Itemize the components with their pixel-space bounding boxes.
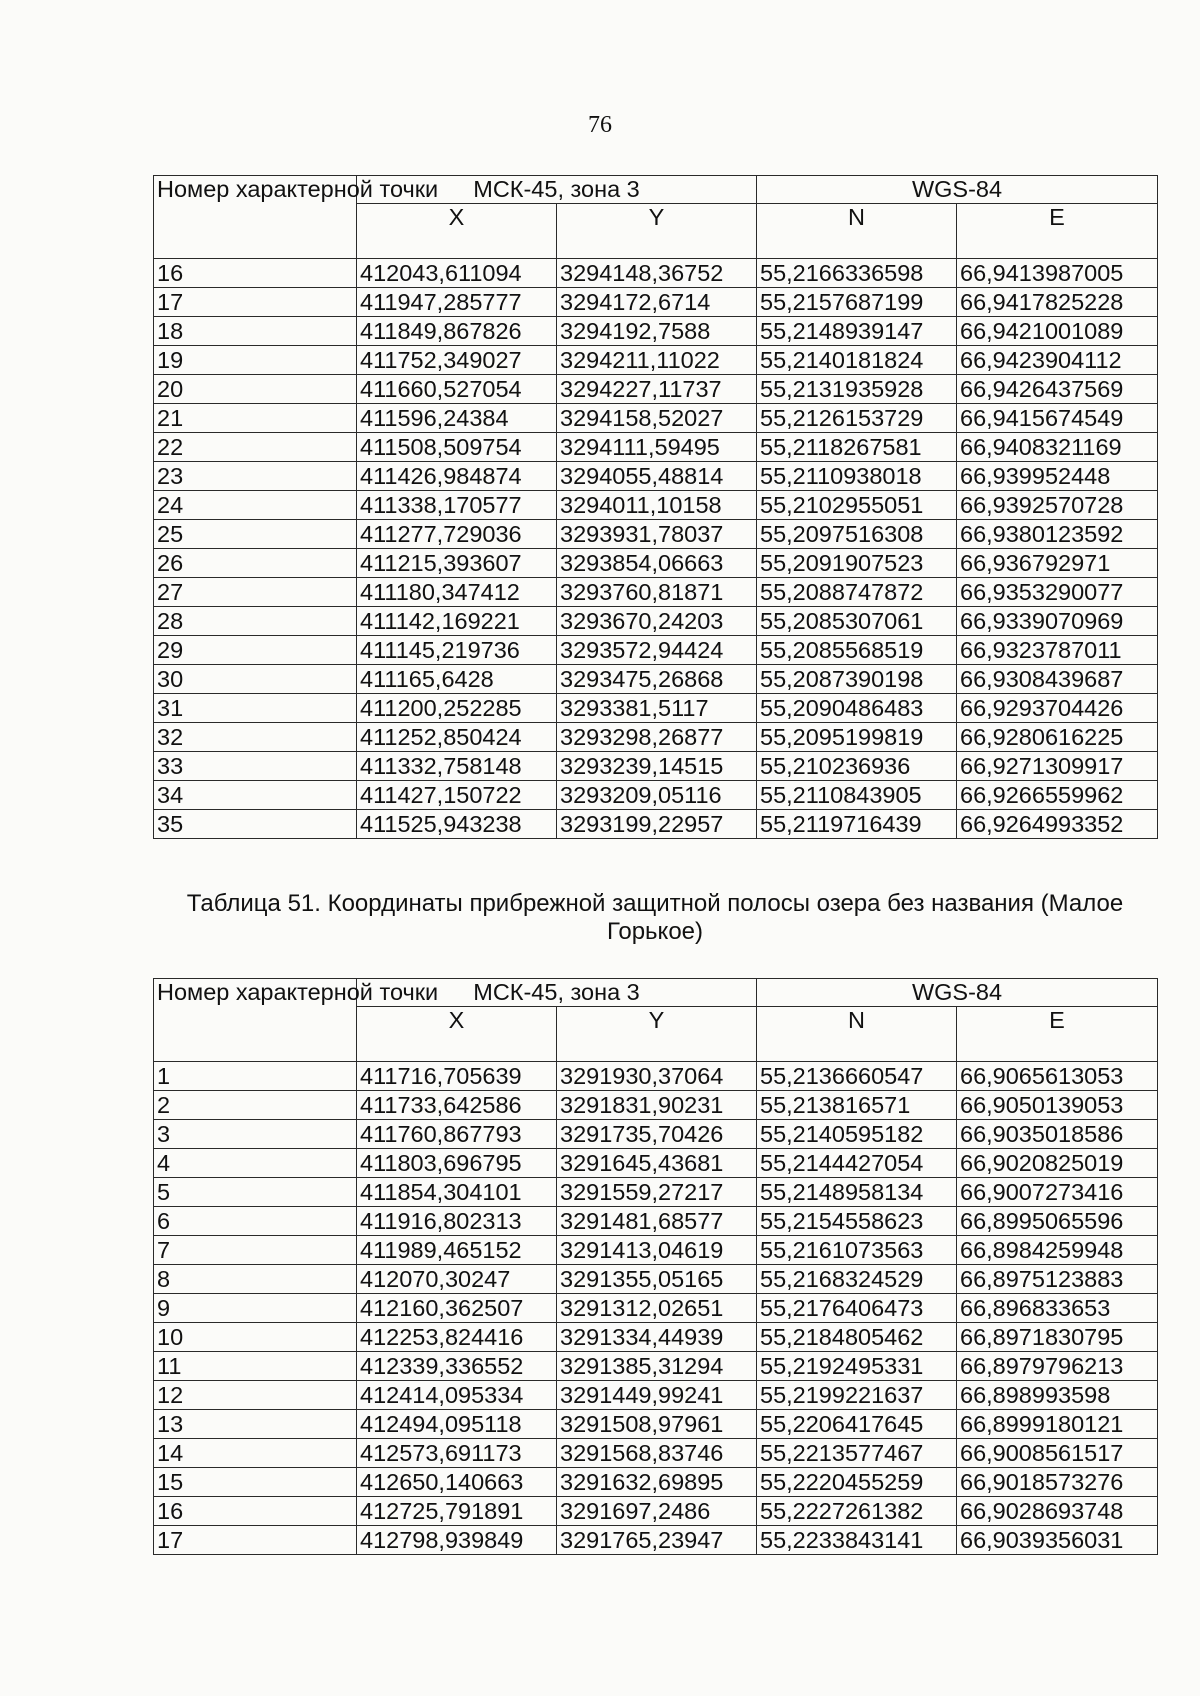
table-row	[154, 491, 1158, 520]
header-point-number: Номер характерной точки	[154, 979, 357, 1062]
y-cell: 3291645,43681	[557, 1149, 757, 1178]
y-cell: 3291765,23947	[557, 1526, 757, 1555]
e-cell: 66,9020825019	[957, 1149, 1158, 1178]
point-number-cell: 34	[154, 781, 357, 810]
point-number-cell: 18	[154, 317, 357, 346]
point-number-cell: 8	[154, 1265, 357, 1294]
e-cell: 66,9408321169	[957, 433, 1158, 462]
x-cell: 411916,802313	[357, 1207, 557, 1236]
y-cell: 3293209,05116	[557, 781, 757, 810]
y-cell: 3291930,37064	[557, 1062, 757, 1091]
e-cell: 66,9421001089	[957, 317, 1158, 346]
e-cell: 66,9018573276	[957, 1468, 1158, 1497]
point-number-cell: 9	[154, 1294, 357, 1323]
coordinates-table-51	[153, 978, 1158, 1555]
y-cell: 3291312,02651	[557, 1294, 757, 1323]
x-cell: 412650,140663	[357, 1468, 557, 1497]
e-cell: 66,898993598	[957, 1381, 1158, 1410]
x-cell: 411849,867826	[357, 317, 557, 346]
y-cell: 3294211,11022	[557, 346, 757, 375]
point-number-cell: 2	[154, 1091, 357, 1120]
table-row	[154, 317, 1158, 346]
x-cell: 412043,611094	[357, 259, 557, 288]
n-cell: 55,2126153729	[757, 404, 957, 433]
e-cell: 66,9323787011	[957, 636, 1158, 665]
e-cell: 66,9308439687	[957, 665, 1158, 694]
y-cell: 3293931,78037	[557, 520, 757, 549]
x-cell: 412725,791891	[357, 1497, 557, 1526]
n-cell: 55,2087390198	[757, 665, 957, 694]
e-cell: 66,9417825228	[957, 288, 1158, 317]
x-cell: 412798,939849	[357, 1526, 557, 1555]
table-row	[154, 1439, 1158, 1468]
point-number-cell: 33	[154, 752, 357, 781]
x-cell: 411947,285777	[357, 288, 557, 317]
y-cell: 3293381,5117	[557, 694, 757, 723]
x-cell: 412070,30247	[357, 1265, 557, 1294]
table-row	[154, 520, 1158, 549]
n-cell: 55,2140595182	[757, 1120, 957, 1149]
e-cell: 66,9050139053	[957, 1091, 1158, 1120]
header-y: Y	[557, 1007, 757, 1062]
y-cell: 3291559,27217	[557, 1178, 757, 1207]
e-cell: 66,9339070969	[957, 607, 1158, 636]
header-msk45-zone3: МСК-45, зона 3	[357, 176, 757, 204]
n-cell: 55,2166336598	[757, 259, 957, 288]
e-cell: 66,939952448	[957, 462, 1158, 491]
table-caption: Таблица 51. Координаты прибрежной защитной полосы озера без названия (Малое Горькое)	[186, 890, 1124, 945]
table-row	[154, 1468, 1158, 1497]
n-cell: 55,2161073563	[757, 1236, 957, 1265]
x-cell: 411200,252285	[357, 694, 557, 723]
n-cell: 55,2213577467	[757, 1439, 957, 1468]
table-row	[154, 752, 1158, 781]
e-cell: 66,9271309917	[957, 752, 1158, 781]
x-cell: 411180,347412	[357, 578, 557, 607]
table-row	[154, 1149, 1158, 1178]
y-cell: 3293572,94424	[557, 636, 757, 665]
point-number-cell: 26	[154, 549, 357, 578]
e-cell: 66,8979796213	[957, 1352, 1158, 1381]
y-cell: 3294192,7588	[557, 317, 757, 346]
x-cell: 412253,824416	[357, 1323, 557, 1352]
x-cell: 411803,696795	[357, 1149, 557, 1178]
header-x: X	[357, 1007, 557, 1062]
point-number-cell: 21	[154, 404, 357, 433]
header-e: E	[957, 1007, 1158, 1062]
x-cell: 411332,758148	[357, 752, 557, 781]
y-cell: 3293854,06663	[557, 549, 757, 578]
point-number-cell: 16	[154, 1497, 357, 1526]
e-cell: 66,9392570728	[957, 491, 1158, 520]
y-cell: 3291831,90231	[557, 1091, 757, 1120]
n-cell: 55,2140181824	[757, 346, 957, 375]
x-cell: 411338,170577	[357, 491, 557, 520]
point-number-cell: 28	[154, 607, 357, 636]
header-wgs84: WGS-84	[757, 979, 1158, 1007]
e-cell: 66,8975123883	[957, 1265, 1158, 1294]
x-cell: 411252,850424	[357, 723, 557, 752]
e-cell: 66,8995065596	[957, 1207, 1158, 1236]
n-cell: 55,2184805462	[757, 1323, 957, 1352]
table-row	[154, 1352, 1158, 1381]
e-cell: 66,9280616225	[957, 723, 1158, 752]
table-row	[154, 1265, 1158, 1294]
point-number-cell: 13	[154, 1410, 357, 1439]
x-cell: 411426,984874	[357, 462, 557, 491]
n-cell: 55,2091907523	[757, 549, 957, 578]
n-cell: 55,2136660547	[757, 1062, 957, 1091]
point-number-cell: 30	[154, 665, 357, 694]
e-cell: 66,9266559962	[957, 781, 1158, 810]
header-n: N	[757, 1007, 957, 1062]
table-row	[154, 1207, 1158, 1236]
n-cell: 55,2148939147	[757, 317, 957, 346]
y-cell: 3291481,68577	[557, 1207, 757, 1236]
e-cell: 66,9423904112	[957, 346, 1158, 375]
point-number-cell: 22	[154, 433, 357, 462]
header-y: Y	[557, 204, 757, 259]
e-cell: 66,8984259948	[957, 1236, 1158, 1265]
point-number-cell: 3	[154, 1120, 357, 1149]
e-cell: 66,9413987005	[957, 259, 1158, 288]
header-e: E	[957, 204, 1158, 259]
y-cell: 3294227,11737	[557, 375, 757, 404]
x-cell: 411854,304101	[357, 1178, 557, 1207]
point-number-cell: 11	[154, 1352, 357, 1381]
y-cell: 3294158,52027	[557, 404, 757, 433]
y-cell: 3294111,59495	[557, 433, 757, 462]
n-cell: 55,2095199819	[757, 723, 957, 752]
e-cell: 66,9293704426	[957, 694, 1158, 723]
n-cell: 55,2154558623	[757, 1207, 957, 1236]
x-cell: 412494,095118	[357, 1410, 557, 1439]
y-cell: 3291449,99241	[557, 1381, 757, 1410]
point-number-cell: 19	[154, 346, 357, 375]
y-cell: 3291697,2486	[557, 1497, 757, 1526]
x-cell: 411165,6428	[357, 665, 557, 694]
e-cell: 66,9007273416	[957, 1178, 1158, 1207]
y-cell: 3291355,05165	[557, 1265, 757, 1294]
n-cell: 55,2144427054	[757, 1149, 957, 1178]
x-cell: 411508,509754	[357, 433, 557, 462]
n-cell: 55,2157687199	[757, 288, 957, 317]
y-cell: 3291508,97961	[557, 1410, 757, 1439]
table-row	[154, 1323, 1158, 1352]
n-cell: 55,2220455259	[757, 1468, 957, 1497]
table-row	[154, 607, 1158, 636]
point-number-cell: 5	[154, 1178, 357, 1207]
point-number-cell: 4	[154, 1149, 357, 1178]
point-number-cell: 23	[154, 462, 357, 491]
x-cell: 411733,642586	[357, 1091, 557, 1120]
table-row	[154, 433, 1158, 462]
n-cell: 55,2176406473	[757, 1294, 957, 1323]
e-cell: 66,9264993352	[957, 810, 1158, 839]
table-row	[154, 810, 1158, 839]
x-cell: 411277,729036	[357, 520, 557, 549]
point-number-cell: 16	[154, 259, 357, 288]
table-row	[154, 723, 1158, 752]
table-row	[154, 404, 1158, 433]
y-cell: 3291413,04619	[557, 1236, 757, 1265]
e-cell: 66,896833653	[957, 1294, 1158, 1323]
y-cell: 3293760,81871	[557, 578, 757, 607]
y-cell: 3293670,24203	[557, 607, 757, 636]
e-cell: 66,9065613053	[957, 1062, 1158, 1091]
y-cell: 3294148,36752	[557, 259, 757, 288]
header-msk45-zone3: МСК-45, зона 3	[357, 979, 757, 1007]
point-number-cell: 24	[154, 491, 357, 520]
y-cell: 3291334,44939	[557, 1323, 757, 1352]
table-row	[154, 1062, 1158, 1091]
n-cell: 55,2118267581	[757, 433, 957, 462]
n-cell: 55,2131935928	[757, 375, 957, 404]
y-cell: 3293298,26877	[557, 723, 757, 752]
x-cell: 412339,336552	[357, 1352, 557, 1381]
y-cell: 3293239,14515	[557, 752, 757, 781]
e-cell: 66,9415674549	[957, 404, 1158, 433]
n-cell: 55,2088747872	[757, 578, 957, 607]
n-cell: 55,2119716439	[757, 810, 957, 839]
e-cell: 66,9039356031	[957, 1526, 1158, 1555]
point-number-cell: 1	[154, 1062, 357, 1091]
e-cell: 66,9008561517	[957, 1439, 1158, 1468]
n-cell: 55,2097516308	[757, 520, 957, 549]
e-cell: 66,8971830795	[957, 1323, 1158, 1352]
point-number-cell: 10	[154, 1323, 357, 1352]
y-cell: 3291735,70426	[557, 1120, 757, 1149]
x-cell: 411142,169221	[357, 607, 557, 636]
n-cell: 55,2206417645	[757, 1410, 957, 1439]
table-row	[154, 549, 1158, 578]
x-cell: 411752,349027	[357, 346, 557, 375]
point-number-cell: 17	[154, 288, 357, 317]
y-cell: 3291632,69895	[557, 1468, 757, 1497]
table-row	[154, 1178, 1158, 1207]
table-row	[154, 578, 1158, 607]
point-number-cell: 17	[154, 1526, 357, 1555]
table-row	[154, 1526, 1158, 1555]
point-number-cell: 6	[154, 1207, 357, 1236]
y-cell: 3291568,83746	[557, 1439, 757, 1468]
y-cell: 3293475,26868	[557, 665, 757, 694]
table-row	[154, 1120, 1158, 1149]
table-row	[154, 462, 1158, 491]
table-row	[154, 1410, 1158, 1439]
x-cell: 411525,943238	[357, 810, 557, 839]
table-row	[154, 665, 1158, 694]
e-cell: 66,9035018586	[957, 1120, 1158, 1149]
x-cell: 412160,362507	[357, 1294, 557, 1323]
point-number-cell: 25	[154, 520, 357, 549]
x-cell: 411716,705639	[357, 1062, 557, 1091]
x-cell: 411760,867793	[357, 1120, 557, 1149]
header-wgs84: WGS-84	[757, 176, 1158, 204]
x-cell: 412414,095334	[357, 1381, 557, 1410]
table-row	[154, 259, 1158, 288]
table-row	[154, 1294, 1158, 1323]
x-cell: 411427,150722	[357, 781, 557, 810]
x-cell: 411660,527054	[357, 375, 557, 404]
n-cell: 55,2110843905	[757, 781, 957, 810]
n-cell: 55,2227261382	[757, 1497, 957, 1526]
e-cell: 66,936792971	[957, 549, 1158, 578]
header-point-number: Номер характерной точки	[154, 176, 357, 259]
point-number-cell: 15	[154, 1468, 357, 1497]
point-number-cell: 7	[154, 1236, 357, 1265]
n-cell: 55,2148958134	[757, 1178, 957, 1207]
x-cell: 411145,219736	[357, 636, 557, 665]
e-cell: 66,9380123592	[957, 520, 1158, 549]
point-number-cell: 12	[154, 1381, 357, 1410]
table-row	[154, 1091, 1158, 1120]
table-row	[154, 636, 1158, 665]
point-number-cell: 32	[154, 723, 357, 752]
point-number-cell: 20	[154, 375, 357, 404]
point-number-cell: 31	[154, 694, 357, 723]
table-row	[154, 1381, 1158, 1410]
page-number: 76	[588, 112, 612, 138]
point-number-cell: 27	[154, 578, 357, 607]
e-cell: 66,9028693748	[957, 1497, 1158, 1526]
point-number-cell: 35	[154, 810, 357, 839]
y-cell: 3293199,22957	[557, 810, 757, 839]
n-cell: 55,2090486483	[757, 694, 957, 723]
x-cell: 412573,691173	[357, 1439, 557, 1468]
y-cell: 3294011,10158	[557, 491, 757, 520]
x-cell: 411215,393607	[357, 549, 557, 578]
n-cell: 55,2102955051	[757, 491, 957, 520]
table-row	[154, 1497, 1158, 1526]
point-number-cell: 29	[154, 636, 357, 665]
table-row	[154, 1236, 1158, 1265]
x-cell: 411596,24384	[357, 404, 557, 433]
y-cell: 3294055,48814	[557, 462, 757, 491]
table-row	[154, 694, 1158, 723]
n-cell: 55,2085307061	[757, 607, 957, 636]
point-number-cell: 14	[154, 1439, 357, 1468]
header-x: X	[357, 204, 557, 259]
e-cell: 66,9426437569	[957, 375, 1158, 404]
table-row	[154, 781, 1158, 810]
table-row	[154, 346, 1158, 375]
n-cell: 55,213816571	[757, 1091, 957, 1120]
table-row	[154, 375, 1158, 404]
n-cell: 55,2110938018	[757, 462, 957, 491]
n-cell: 55,2168324529	[757, 1265, 957, 1294]
table-row	[154, 288, 1158, 317]
n-cell: 55,2085568519	[757, 636, 957, 665]
e-cell: 66,9353290077	[957, 578, 1158, 607]
e-cell: 66,8999180121	[957, 1410, 1158, 1439]
y-cell: 3294172,6714	[557, 288, 757, 317]
n-cell: 55,2233843141	[757, 1526, 957, 1555]
n-cell: 55,2192495331	[757, 1352, 957, 1381]
y-cell: 3291385,31294	[557, 1352, 757, 1381]
x-cell: 411989,465152	[357, 1236, 557, 1265]
header-n: N	[757, 204, 957, 259]
n-cell: 55,210236936	[757, 752, 957, 781]
n-cell: 55,2199221637	[757, 1381, 957, 1410]
coordinates-table-continued	[153, 175, 1158, 839]
